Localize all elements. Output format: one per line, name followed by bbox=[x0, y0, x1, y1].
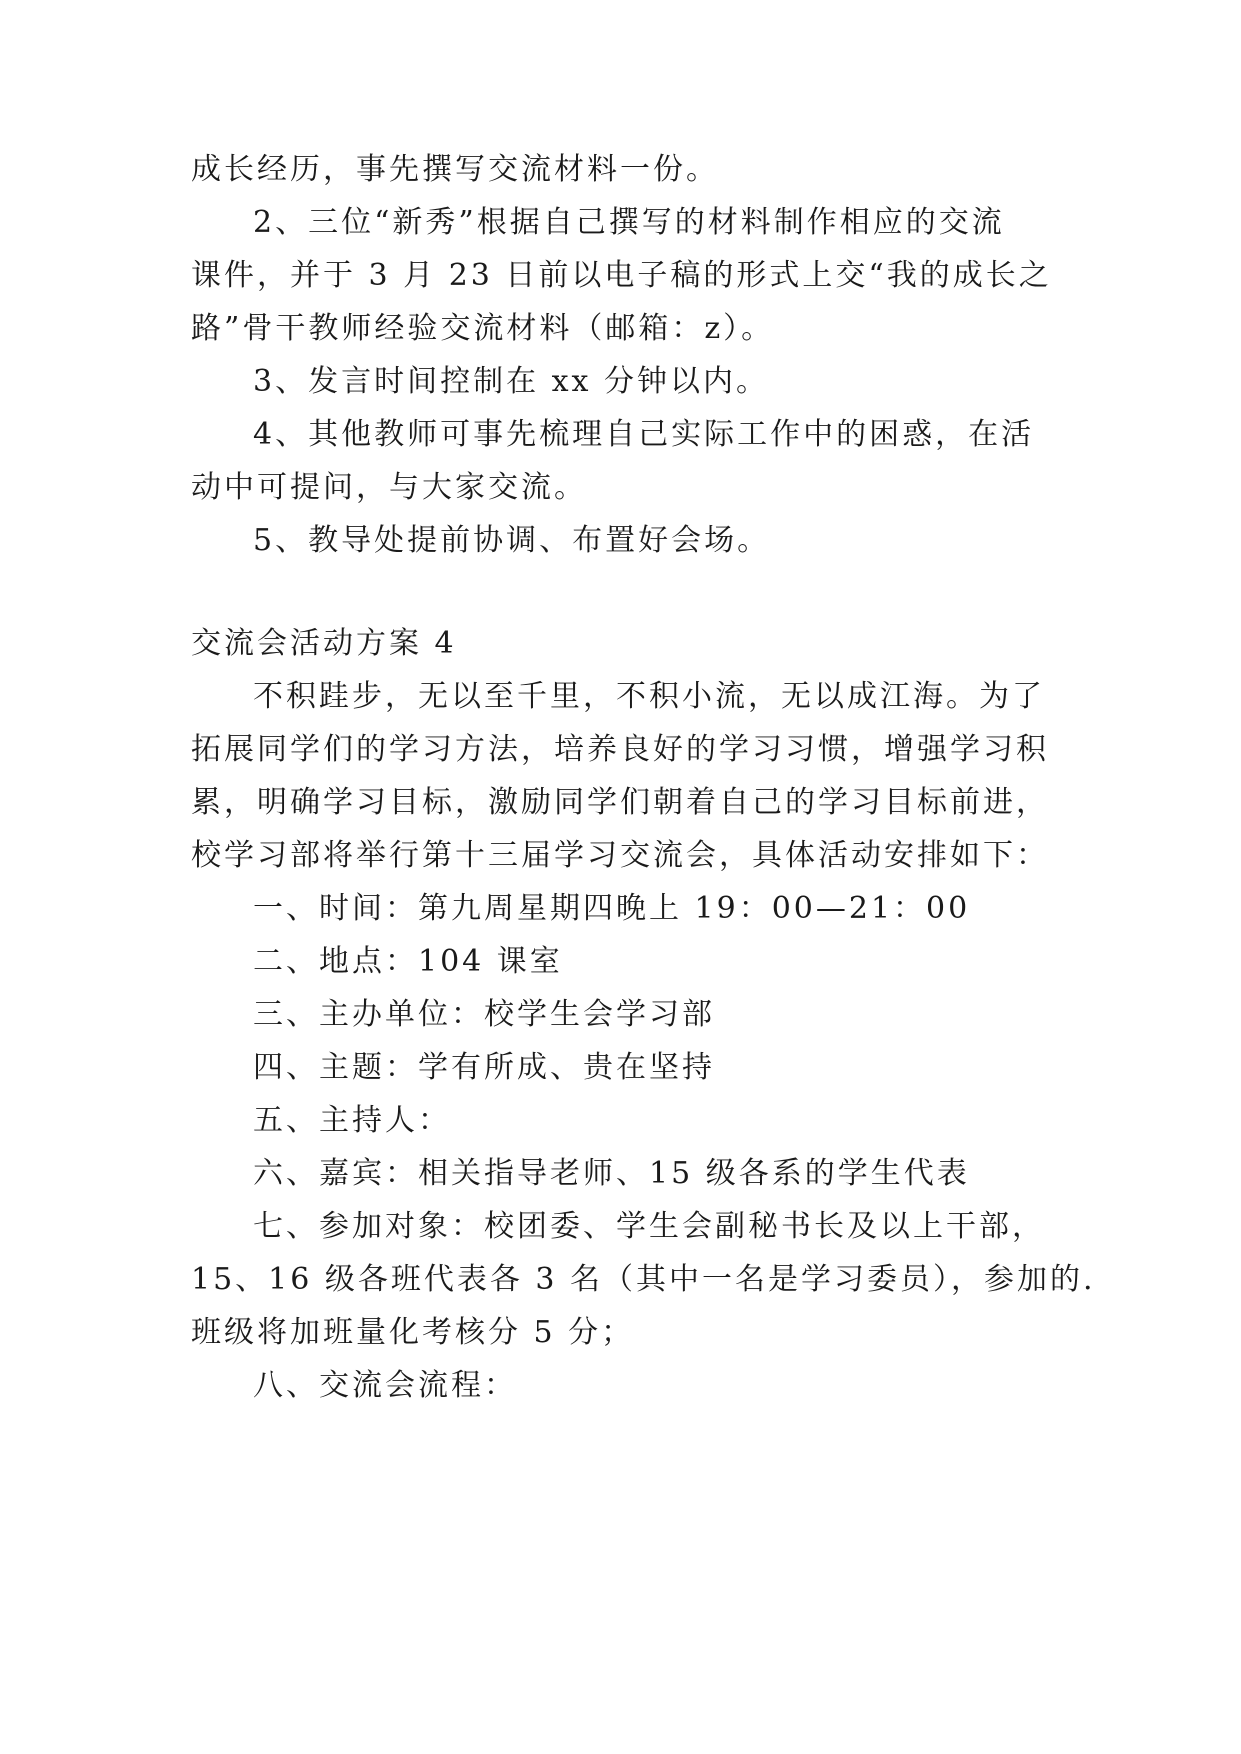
schedule-theme: 四、主题：学有所成、贵在坚持 bbox=[253, 1050, 715, 1085]
list-item-2-line-3: 路”骨干教师经验交流材料（邮箱：z）。 bbox=[191, 311, 775, 346]
paragraph-line: 成长经历，事先撰写交流材料一份。 bbox=[191, 152, 719, 187]
schedule-process: 八、交流会流程： bbox=[253, 1368, 517, 1403]
schedule-host: 五、主持人： bbox=[253, 1103, 451, 1138]
list-item-3: 3、发言时间控制在 xx 分钟以内。 bbox=[253, 364, 769, 399]
schedule-organizer: 三、主办单位：校学生会学习部 bbox=[253, 997, 715, 1032]
intro-line-2: 拓展同学们的学习方法，培养良好的学习习惯，增强学习积 bbox=[191, 732, 1049, 767]
schedule-location: 二、地点：104 课室 bbox=[253, 944, 563, 979]
schedule-guests: 六、嘉宾：相关指导老师、15 级各系的学生代表 bbox=[253, 1156, 970, 1191]
schedule-participants-line-3: 班级将加班量化考核分 5 分； bbox=[191, 1315, 635, 1350]
list-item-2-line-1: 2、三位“新秀”根据自己撰写的材料制作相应的交流 bbox=[253, 205, 1005, 240]
section-heading: 交流会活动方案 4 bbox=[191, 626, 457, 661]
list-item-5: 5、教导处提前协调、布置好会场。 bbox=[253, 523, 771, 558]
intro-line-3: 累，明确学习目标，激励同学们朝着自己的学习目标前进， bbox=[191, 785, 1049, 820]
list-item-4-line-2: 动中可提问，与大家交流。 bbox=[191, 470, 587, 505]
list-item-2-line-2: 课件，并于 3 月 23 日前以电子稿的形式上交“我的成长之 bbox=[191, 258, 1052, 293]
schedule-time: 一、时间：第九周星期四晚上 19：00—21：00 bbox=[253, 891, 971, 926]
schedule-participants-line-2: 15、16 级各班代表各 3 名（其中一名是学习委员），参加的. bbox=[191, 1262, 1096, 1297]
schedule-participants-line-1: 七、参加对象：校团委、学生会副秘书长及以上干部， bbox=[253, 1209, 1045, 1244]
intro-line-4: 校学习部将举行第十三届学习交流会，具体活动安排如下： bbox=[191, 838, 1049, 873]
intro-line-1: 不积跬步，无以至千里，不积小流，无以成江海。为了 bbox=[253, 679, 1045, 714]
list-item-4-line-1: 4、其他教师可事先梳理自己实际工作中的困惑，在活 bbox=[253, 417, 1035, 452]
